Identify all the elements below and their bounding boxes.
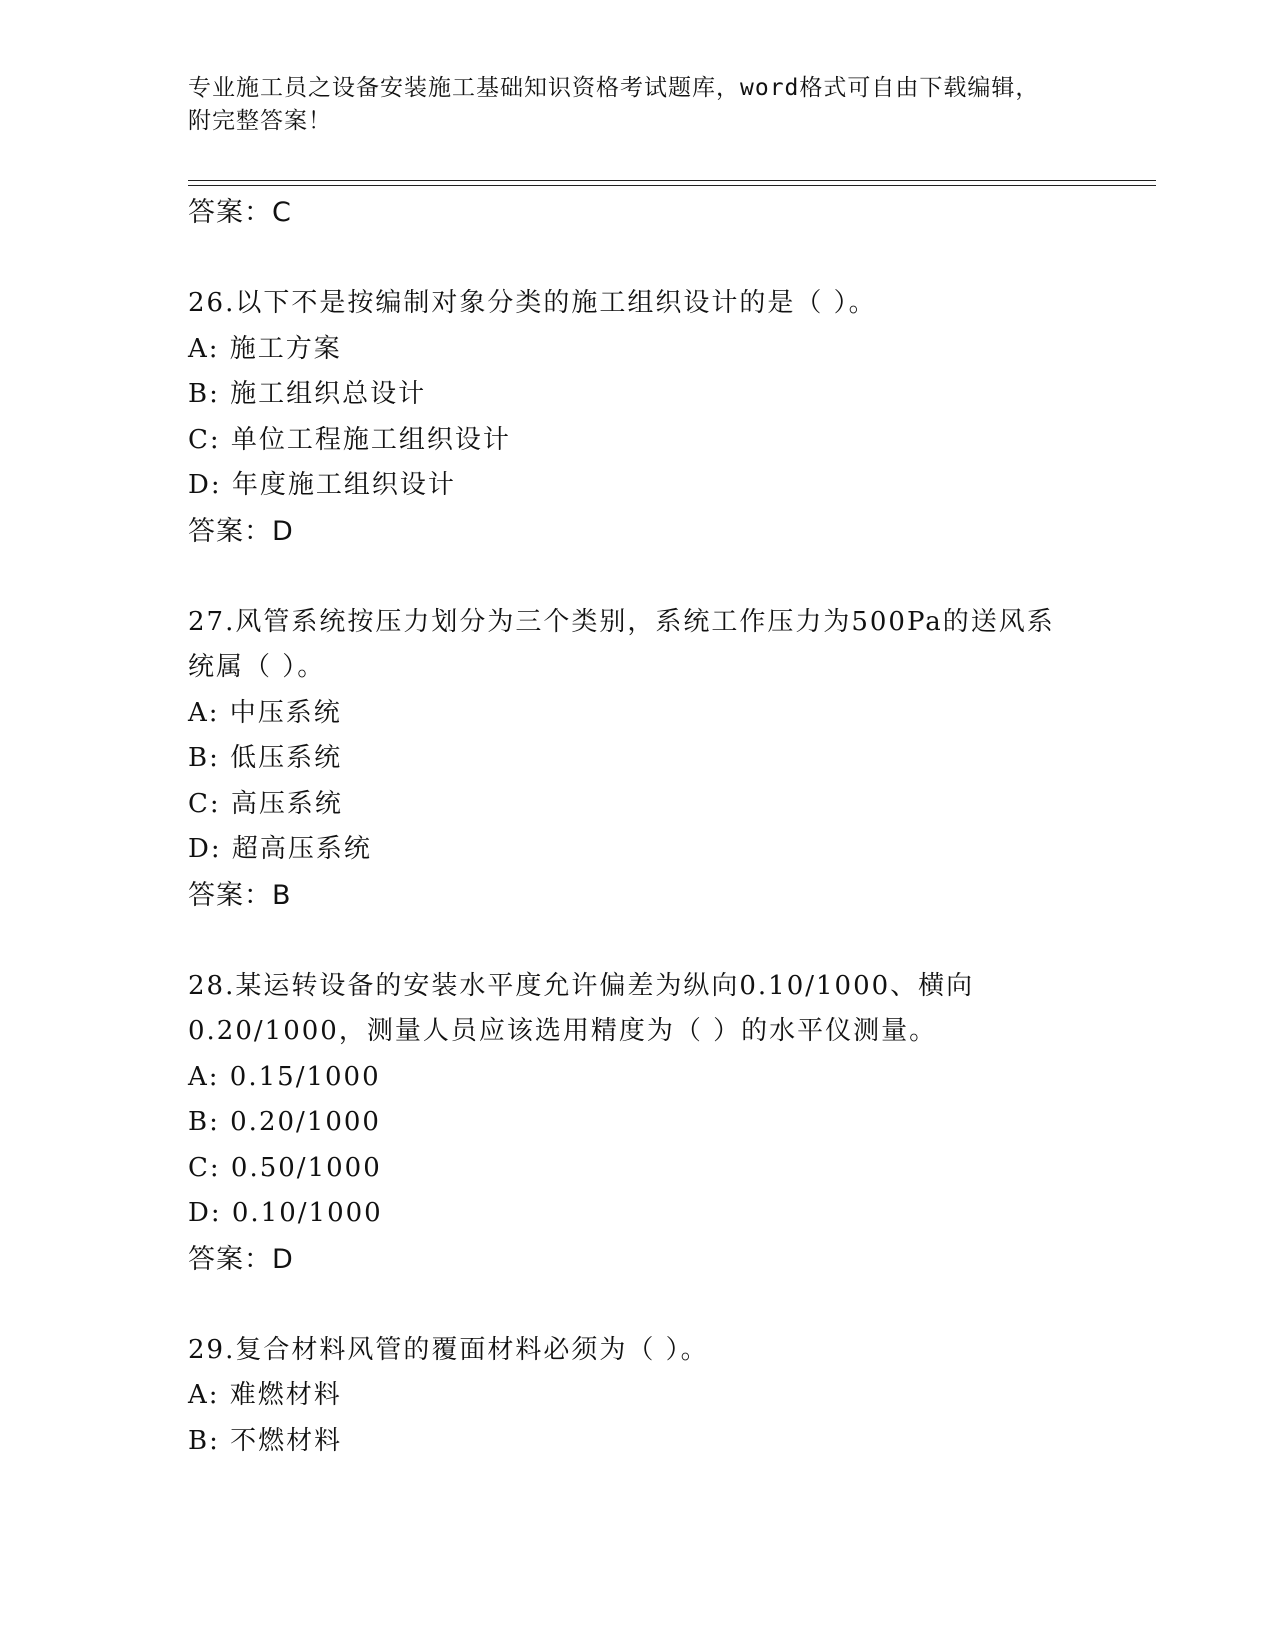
spacer	[188, 918, 1158, 964]
header-line-1: 专业施工员之设备安装施工基础知识资格考试题库，word格式可自由下载编辑，	[188, 75, 1040, 101]
header-divider-bottom	[188, 185, 1156, 186]
option-b: B: 施工组织总设计	[188, 379, 427, 409]
option-b: B: 0.20/1000	[188, 1107, 381, 1137]
question-stem: 29.复合材料风管的覆面材料必须为（ ）。	[188, 1334, 709, 1365]
document-header	[188, 72, 1088, 138]
spacer	[188, 554, 1158, 600]
header-divider-top	[188, 180, 1156, 181]
spacer	[188, 236, 1158, 282]
question-26	[188, 281, 1158, 554]
question-stem: 27.风管系统按压力划分为三个类别，系统工作压力为500Pa的送风系	[188, 606, 1055, 637]
option-d: D: 年度施工组织设计	[188, 470, 456, 500]
option-d: D: 0.10/1000	[188, 1198, 383, 1228]
option-d: D: 超高压系统	[188, 834, 372, 864]
question-stem: 28.某运转设备的安装水平度允许偏差为纵向0.10/1000、横向	[188, 970, 975, 1001]
question-stem-continued: 统属（ ）。	[188, 652, 326, 682]
question-stem-continued: 0.20/1000，测量人员应该选用精度为（ ）的水平仪测量。	[188, 1016, 938, 1046]
option-b: B: 不燃材料	[188, 1425, 343, 1456]
answer-line: 答案：B	[188, 879, 292, 911]
spacer	[188, 1282, 1158, 1328]
answer-line: 答案：C	[188, 197, 292, 228]
option-c: C: 0.50/1000	[188, 1152, 382, 1183]
option-c: C: 单位工程施工组织设计	[188, 424, 511, 455]
option-a: A: 难燃材料	[188, 1380, 342, 1410]
question-stem: 26.以下不是按编制对象分类的施工组织设计的是（ ）。	[188, 288, 877, 318]
option-a: A: 中压系统	[188, 697, 342, 728]
question-28	[188, 964, 1158, 1283]
option-a: A: 施工方案	[188, 333, 342, 364]
question-27	[188, 600, 1158, 919]
option-c: C: 高压系统	[188, 788, 343, 819]
question-29	[188, 1328, 1158, 1465]
option-b: B: 低压系统	[188, 743, 343, 773]
question-list	[188, 190, 1158, 1464]
header-line-2: 附完整答案！	[188, 108, 332, 134]
option-a: A: 0.15/1000	[188, 1061, 381, 1092]
answer-line: 答案：D	[188, 1243, 294, 1275]
answer-line: 答案：D	[188, 515, 294, 547]
